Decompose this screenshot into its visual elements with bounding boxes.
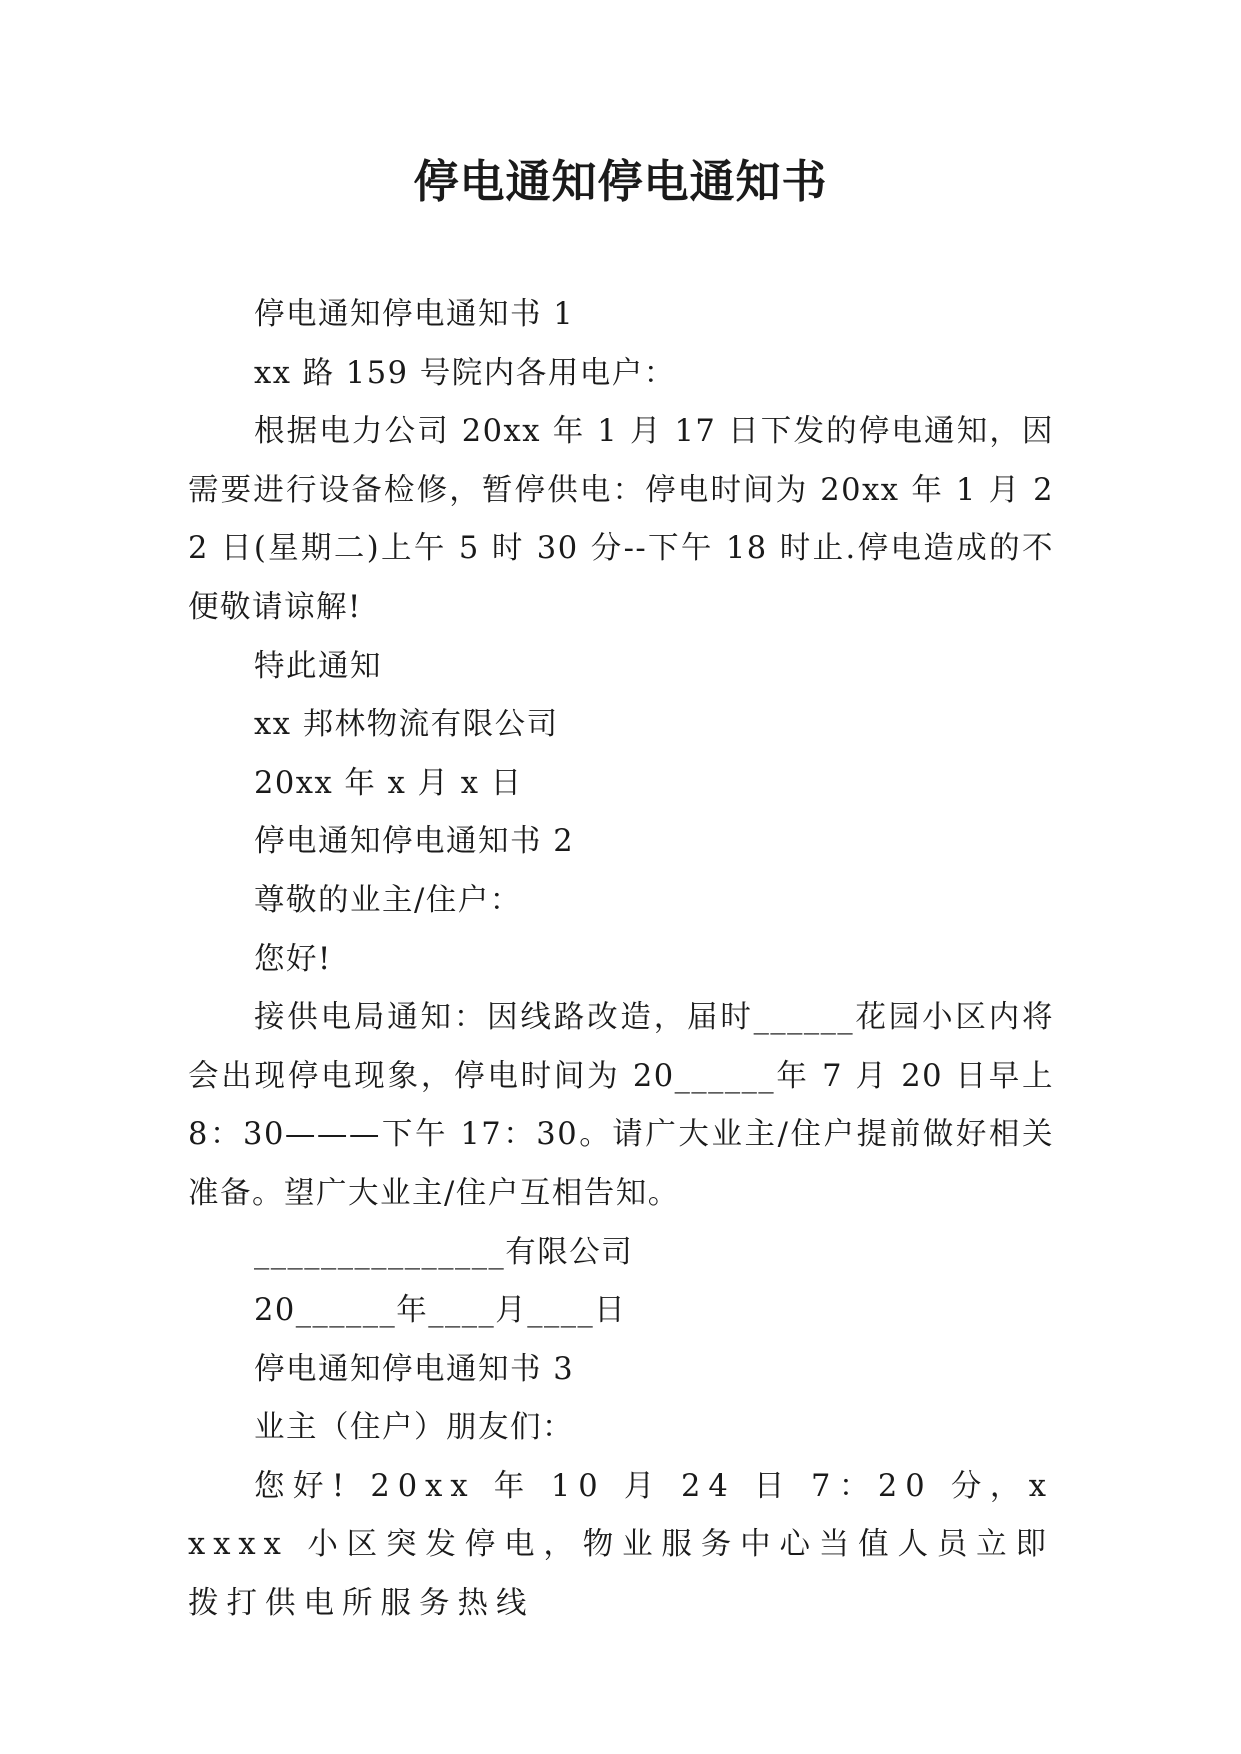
salutation-2: 尊敬的业主/住户：: [254, 882, 522, 918]
notice-paragraph-1: 根据电力公司 20xx 年 1 月 17 日下发的停电通知，因需要进行设备检修，暂停供电：停电时间为 20xx 年 1 月 22 日(星期二)上午 5 时 30 分--下午 18 时止.停电造成的不便敬请谅解!: [188, 414, 1054, 625]
document-title: 停电通知停电通知书: [413, 155, 828, 208]
signature-company-2: _______________有限公司: [254, 1234, 634, 1270]
section-heading-1: 停电通知停电通知书 1: [254, 297, 575, 332]
notice-paragraph-2: 接供电局通知：因线路改造，届时______花园小区内将会出现停电现象，停电时间为 20______年 7 月 20 日早上 8：30———下午 17：30。请广大业主/住户提前做好相关准备。望广大业主/住户互相告知。: [188, 1000, 1054, 1211]
signature-company-1: xx 邦林物流有限公司: [254, 707, 559, 743]
signature-date-2: 20______年____月____日: [254, 1293, 627, 1329]
closing-phrase-1: 特此通知: [254, 648, 382, 684]
salutation-3: 业主（住户）朋友们：: [254, 1410, 574, 1446]
section-heading-3: 停电通知停电通知书 3: [254, 1351, 575, 1387]
greeting-2: 您好!: [254, 941, 332, 977]
section-heading-2: 停电通知停电通知书 2: [254, 824, 575, 860]
notice-paragraph-3: 您好! 20xx 年 10 月 24 日 7：20 分，xxxxx 小区突发停电，物业服务中心当值人员立即拨打供电所服务热线: [188, 1468, 1054, 1622]
salutation-1: xx 路 159 号院内各用电户：: [254, 355, 676, 391]
document-body: [188, 286, 1054, 1634]
signature-date-1: 20xx 年 x 月 x 日: [254, 765, 523, 801]
